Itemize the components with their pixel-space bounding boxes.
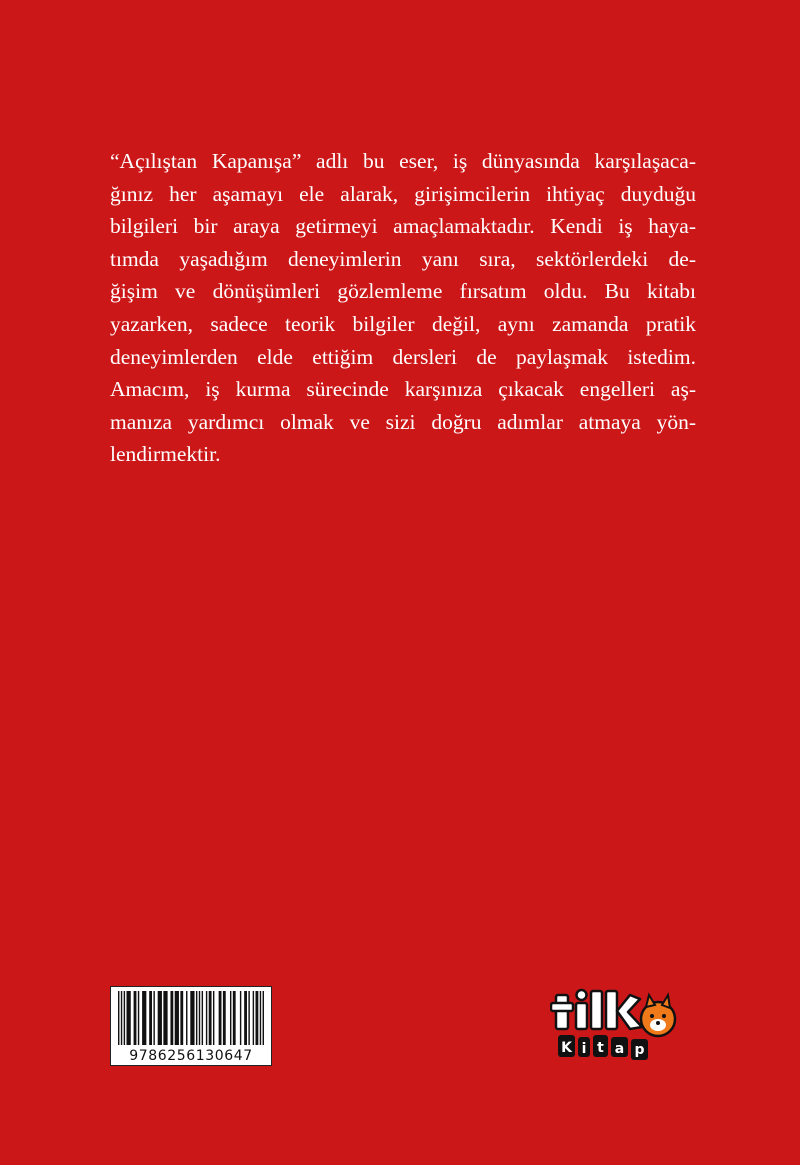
barcode-bar: [244, 991, 247, 1045]
barcode-bar: [260, 991, 261, 1045]
barcode-bar: [138, 991, 139, 1045]
barcode-bar: [180, 991, 183, 1045]
barcode-bar: [186, 991, 187, 1045]
blurb-line: Amacım, iş kurma sürecinde karşınıza çıkacak engelleri aş-: [110, 377, 696, 402]
blurb-line: deneyimlerden elde ettiğim dersleri de paylaşmak istedim.: [110, 344, 696, 369]
blurb-line: “Açılıştan Kapanışa” adlı bu eser, iş dünyasında karşılaşaca-: [110, 149, 696, 173]
blurb-line: yazarken, sadece teorik bilgiler değil, aynı zamanda pratik: [110, 311, 696, 336]
logo-top-letters: [551, 990, 642, 1029]
isbn-number: 9786256130647: [129, 1048, 253, 1064]
svg-text:i: i: [581, 1041, 587, 1057]
blurb-line: ğişim ve dönüşümleri gözlemleme fırsatım oldu. Bu kitabı: [110, 279, 696, 304]
barcode-bar: [149, 991, 152, 1045]
isbn-barcode: [110, 986, 272, 1066]
barcode-bar: [213, 991, 214, 1045]
barcode-bar: [199, 991, 200, 1045]
barcode-bar: [175, 991, 179, 1045]
fox-icon: [641, 995, 675, 1036]
barcode-bar: [202, 991, 203, 1045]
blurb-line: ğınız her aşamayı ele alarak, girişimcilerin ihtiyaç duyduğu: [110, 181, 696, 206]
barcode-bar: [253, 991, 254, 1045]
barcode-bar: [127, 991, 131, 1045]
barcode-bar: [209, 991, 212, 1045]
logo-bottom-letters: [558, 1035, 648, 1060]
barcode-bar: [240, 991, 241, 1045]
blurb-line: lendirmektir.: [110, 442, 221, 467]
barcode-bar: [170, 991, 173, 1045]
svg-text:p: p: [634, 1042, 645, 1058]
blurb-text: [110, 145, 696, 471]
barcode-bar: [121, 991, 122, 1045]
barcode-bar: [248, 991, 249, 1045]
barcode-bar: [118, 991, 119, 1045]
blurb-line: tımda yaşadığım deneyimlerin yanı sıra, sektörlerdeki de-: [110, 246, 696, 271]
barcode-bar: [153, 991, 154, 1045]
barcode-bar: [219, 991, 222, 1045]
barcode-bar: [230, 991, 231, 1045]
barcode-bar: [223, 991, 226, 1045]
barcode-bar: [163, 991, 167, 1045]
barcode-bars: [117, 991, 265, 1047]
svg-text:K: K: [561, 1040, 572, 1056]
barcode-bar: [142, 991, 146, 1045]
barcode-bar: [134, 991, 137, 1045]
barcode-bar: [124, 991, 125, 1045]
barcode-bar: [206, 991, 207, 1045]
barcode-bar: [190, 991, 194, 1045]
svg-text:t: t: [597, 1040, 604, 1056]
blurb-line: bilgileri bir araya getirmeyi amaçlamaktadır. Kendi iş haya-: [110, 214, 696, 239]
svg-text:a: a: [614, 1041, 625, 1057]
barcode-bar: [158, 991, 162, 1045]
publisher-logo: [550, 985, 680, 1065]
blurb-line: manıza yardımcı olmak ve sizi doğru adımlar atmaya yön-: [110, 409, 696, 434]
barcode-bar: [263, 991, 264, 1045]
barcode-bar: [196, 991, 197, 1045]
barcode-bar: [256, 991, 259, 1045]
barcode-bar: [233, 991, 236, 1045]
